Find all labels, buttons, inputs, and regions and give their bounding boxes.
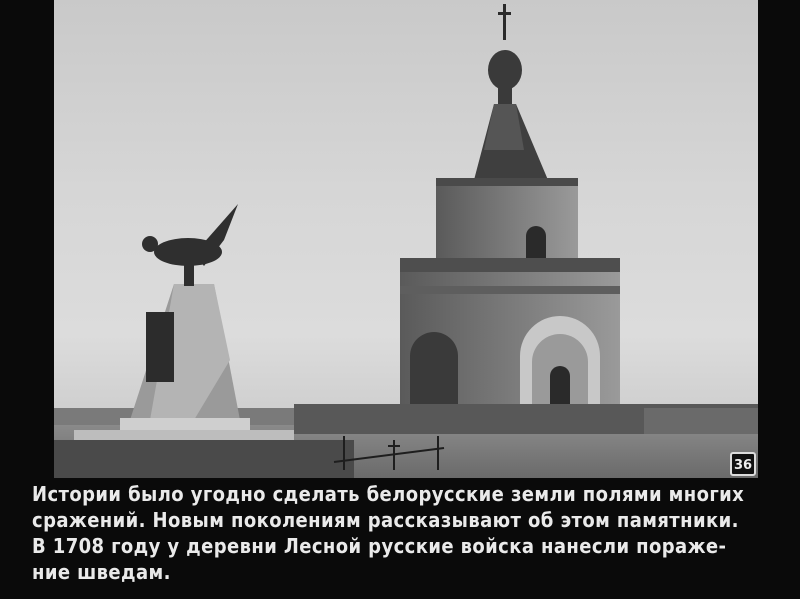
slide-caption — [32, 481, 784, 585]
chapel — [294, 4, 758, 434]
slide-number-badge: 36 — [730, 452, 756, 476]
caption-line: В 1708 году у деревни Лесной русские войска нанесли пораже- — [32, 534, 727, 558]
caption-line: сражений. Новым поколениям рассказывают об этом памятники. — [32, 508, 739, 532]
photo-monuments — [54, 0, 758, 478]
caption-line: Истории было угодно сделать белорусские земли полями многих — [32, 482, 745, 506]
caption-line: ние шведам. — [32, 560, 171, 584]
eagle-monument — [74, 204, 294, 440]
photo-illustration — [54, 0, 758, 478]
